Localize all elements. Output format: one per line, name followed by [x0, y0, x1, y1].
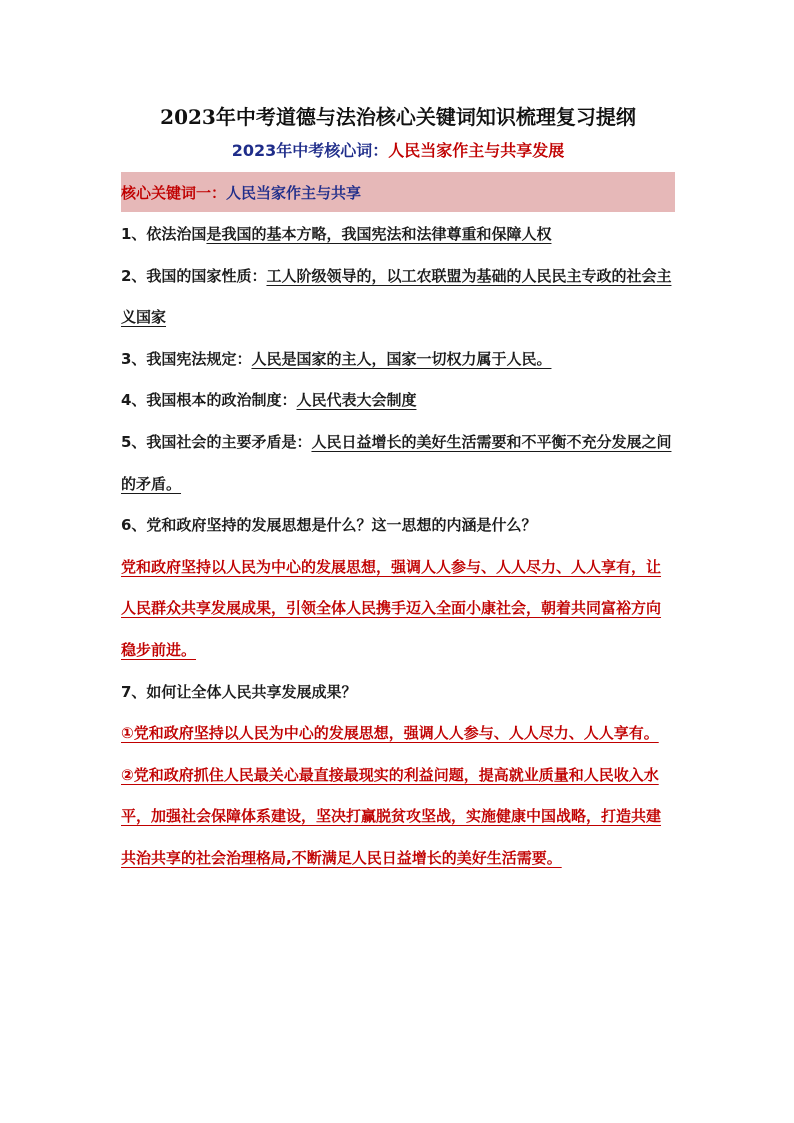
subtitle-topic: 人民当家作主与共享发展: [388, 141, 565, 160]
item-answer: 人民是国家的主人，国家一切权力属于人民。: [251, 349, 552, 368]
item-label: 4、我国根本的政治制度：: [121, 391, 297, 410]
answer-7-2: [121, 755, 675, 880]
answer-7-1-text: ①党和政府坚持以人民为中心的发展思想，强调人人参与、人人尽力、人人享有。: [121, 724, 659, 743]
answer-6: [121, 547, 675, 672]
item-answer: 工人阶级领导的，以工农联盟为基础的人民民主专政的社会主义国家: [121, 266, 672, 327]
list-item-3: [121, 339, 675, 381]
list-item-2: [121, 256, 675, 339]
item-answer: 人民日益增长的美好生活需要和不平衡不充分发展之间的矛盾。: [121, 432, 672, 493]
keyword-topic: 人民当家作主与共享: [226, 183, 362, 202]
question-6: 6、党和政府坚持的发展思想是什么？这一思想的内涵是什么？: [121, 516, 537, 535]
item-label: 1、依法治国: [121, 225, 207, 243]
document-page: [121, 100, 675, 880]
document-subtitle: [121, 136, 675, 166]
keyword-prefix: 核心关键词一：: [121, 183, 227, 202]
item-label: 5、我国社会的主要矛盾是：: [121, 432, 312, 451]
item-answer: 是我国的基本方略，我国宪法和法律尊重和保障人权: [206, 225, 552, 243]
answer-7-1: [121, 713, 675, 755]
item-label: 3、我国宪法规定：: [121, 349, 252, 368]
answer-7-2-text: ②党和政府抓住人民最关心最直接最现实的利益问题，提高就业质量和人民收入水平，加强社会保障体系建设，坚决打赢脱贫攻坚战，实施健康中国战略，打造共建共治共享的社会治理格局,不断满足人民日益增长的美好生活需要。: [121, 765, 662, 867]
item-answer: 人民代表大会制度: [296, 391, 417, 410]
answer-6-text: 党和政府坚持以人民为中心的发展思想，强调人人参与、人人尽力、人人享有，让人民群众共享发展成果，引领全体人民携手迈入全面小康社会，朝着共同富裕方向稳步前进。: [121, 557, 662, 659]
list-item-4: [121, 380, 675, 422]
document-title: 2023年中考道德与法治核心关键词知识梳理复习提纲: [160, 105, 636, 129]
keyword-banner: [121, 172, 675, 212]
knowledge-list: [121, 214, 675, 880]
list-item-1: [121, 214, 675, 256]
subtitle-prefix: 2023年中考核心词：: [231, 141, 389, 160]
item-label: 2、我国的国家性质：: [121, 266, 267, 285]
list-item-5: [121, 422, 675, 505]
question-7: 7、如何让全体人民共享发展成果？: [121, 682, 357, 701]
